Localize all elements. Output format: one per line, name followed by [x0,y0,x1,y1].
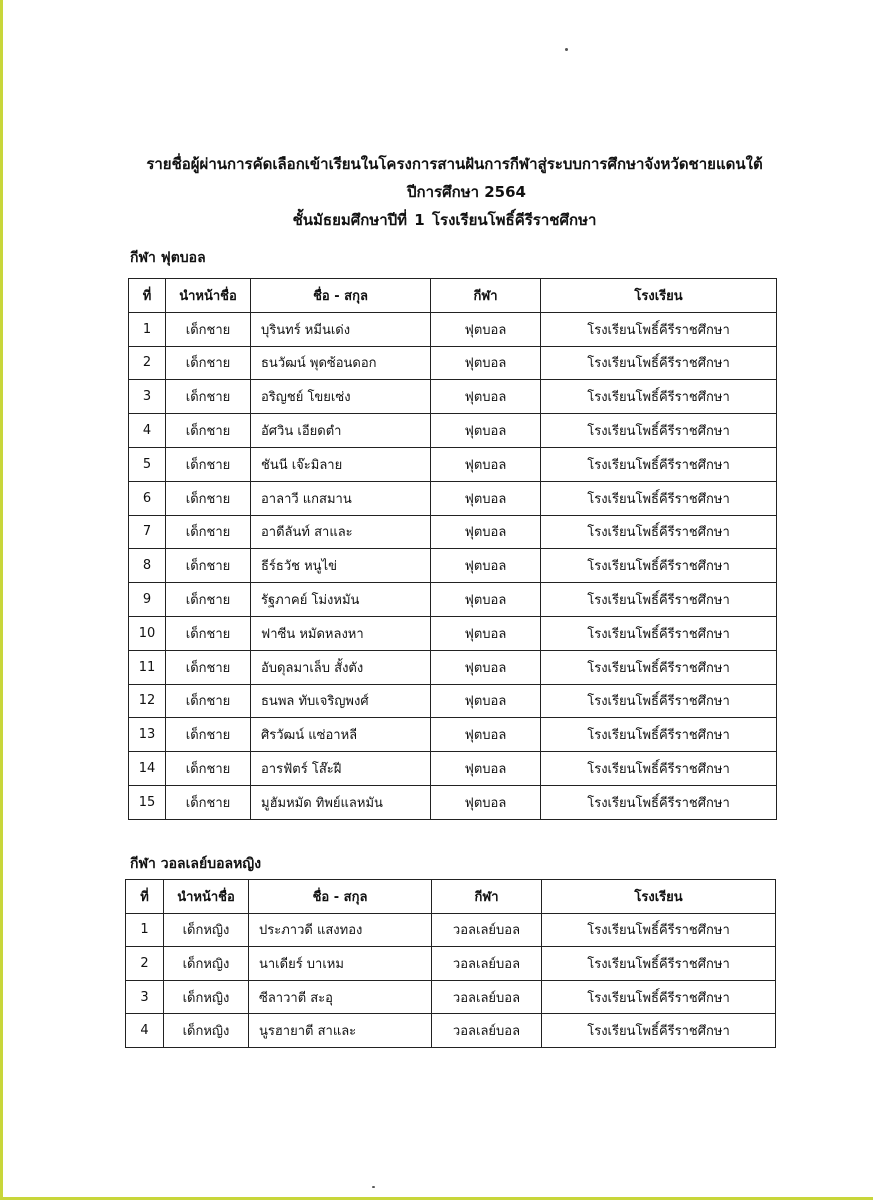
cell-prefix: เด็กชาย [166,515,251,549]
cell-school: โรงเรียนโพธิ์คีรีราชศึกษา [541,718,777,752]
scan-speck [372,1186,375,1188]
cell-name: ชันนี เจ๊ะมิลาย [251,447,431,481]
table-row [129,414,777,448]
cell-prefix: เด็กหญิง [164,913,249,947]
cell-school: โรงเรียนโพธิ์คีรีราชศึกษา [541,549,777,583]
table-row [129,718,777,752]
table-row [129,312,777,346]
col-header-prefix: นำหน้าชื่อ [164,880,249,914]
cell-prefix: เด็กชาย [166,650,251,684]
cell-prefix: เด็กหญิง [164,1014,249,1048]
table-row [129,650,777,684]
volleyball-table [125,879,776,1048]
table-row [126,1014,776,1048]
cell-sport: ฟุตบอล [431,549,541,583]
col-header-name: ชื่อ - สกุล [251,279,431,313]
title-line-2: ปีการศึกษา 2564 [407,183,526,201]
table-row [129,481,777,515]
cell-prefix: เด็กชาย [166,616,251,650]
cell-prefix: เด็กชาย [166,785,251,819]
col-header-name: ชื่อ - สกุล [249,880,432,914]
document-header [0,150,873,234]
cell-school: โรงเรียนโพธิ์คีรีราชศึกษา [541,616,777,650]
cell-no: 3 [129,380,166,414]
cell-prefix: เด็กชาย [166,549,251,583]
cell-school: โรงเรียนโพธิ์คีรีราชศึกษา [541,752,777,786]
cell-no: 7 [129,515,166,549]
cell-prefix: เด็กชาย [166,481,251,515]
section-label-volleyball: กีฬา วอลเลย์บอลหญิง [130,856,262,872]
col-header-sport: กีฬา [432,880,542,914]
cell-no: 1 [126,913,164,947]
cell-sport: วอลเลย์บอล [432,913,542,947]
cell-name: นูรฮายาตี สาและ [249,1014,432,1048]
col-header-school: โรงเรียน [542,880,776,914]
cell-school: โรงเรียนโพธิ์คีรีราชศึกษา [541,481,777,515]
cell-prefix: เด็กชาย [166,684,251,718]
cell-prefix: เด็กชาย [166,752,251,786]
cell-sport: ฟุตบอล [431,447,541,481]
cell-no: 8 [129,549,166,583]
cell-no: 13 [129,718,166,752]
cell-sport: ฟุตบอล [431,785,541,819]
table-row [129,380,777,414]
cell-no: 15 [129,785,166,819]
cell-prefix: เด็กชาย [166,447,251,481]
cell-name: นาเดียร์ บาเหม [249,947,432,981]
cell-name: ฟาซีน หมัดหลงหา [251,616,431,650]
cell-school: โรงเรียนโพธิ์คีรีราชศึกษา [541,515,777,549]
cell-sport: วอลเลย์บอล [432,1014,542,1048]
table-row [129,346,777,380]
cell-school: โรงเรียนโพธิ์คีรีราชศึกษา [541,583,777,617]
cell-name: ซีลาวาตี สะอุ [249,980,432,1014]
cell-sport: ฟุตบอล [431,346,541,380]
table-header-row [129,279,777,313]
cell-sport: ฟุตบอล [431,414,541,448]
cell-name: มูฮัมหมัด ทิพย์แลหมัน [251,785,431,819]
table-row [126,980,776,1014]
cell-sport: ฟุตบอล [431,650,541,684]
cell-no: 9 [129,583,166,617]
cell-school: โรงเรียนโพธิ์คีรีราชศึกษา [541,447,777,481]
cell-school: โรงเรียนโพธิ์คีรีราชศึกษา [542,980,776,1014]
cell-sport: ฟุตบอล [431,481,541,515]
cell-name: อาดีลันท์ สาและ [251,515,431,549]
table-row [129,616,777,650]
col-header-no: ที่ [129,279,166,313]
cell-name: อัศวิน เอียดตำ [251,414,431,448]
table-row [129,549,777,583]
cell-name: ธนพล ทับเจริญพงศ์ [251,684,431,718]
cell-name: รัฐภาคย์ โม่งหมัน [251,583,431,617]
col-header-no: ที่ [126,880,164,914]
cell-prefix: เด็กหญิง [164,947,249,981]
cell-sport: ฟุตบอล [431,380,541,414]
cell-name: อับดุลมาเล็บ สั้งตัง [251,650,431,684]
table-row [129,785,777,819]
cell-prefix: เด็กชาย [166,312,251,346]
cell-no: 5 [129,447,166,481]
cell-sport: ฟุตบอล [431,752,541,786]
cell-name: อารฟัตร์ โส๊ะฝี [251,752,431,786]
table-row [129,583,777,617]
cell-sport: วอลเลย์บอล [432,980,542,1014]
cell-school: โรงเรียนโพธิ์คีรีราชศึกษา [541,414,777,448]
cell-name: ธนวัฒน์ พุดซ้อนดอก [251,346,431,380]
cell-prefix: เด็กชาย [166,414,251,448]
cell-name: บุรินทร์ หมีนเด่ง [251,312,431,346]
table-row [129,447,777,481]
cell-sport: ฟุตบอล [431,718,541,752]
table-header-row [126,880,776,914]
cell-sport: ฟุตบอล [431,684,541,718]
cell-name: อาลาวี แกสมาน [251,481,431,515]
col-header-school: โรงเรียน [541,279,777,313]
col-header-sport: กีฬา [431,279,541,313]
cell-no: 12 [129,684,166,718]
cell-name: ศิรวัฒน์ แซ่อาหลี [251,718,431,752]
cell-no: 11 [129,650,166,684]
cell-prefix: เด็กชาย [166,380,251,414]
cell-no: 2 [129,346,166,380]
cell-school: โรงเรียนโพธิ์คีรีราชศึกษา [542,913,776,947]
cell-sport: ฟุตบอล [431,616,541,650]
cell-school: โรงเรียนโพธิ์คีรีราชศึกษา [542,1014,776,1048]
cell-sport: ฟุตบอล [431,312,541,346]
cell-no: 4 [129,414,166,448]
col-header-prefix: นำหน้าชื่อ [166,279,251,313]
cell-name: อริญชย์ โขยเซ่ง [251,380,431,414]
section-label-football: กีฬา ฟุตบอล [130,250,206,266]
cell-school: โรงเรียนโพธิ์คีรีราชศึกษา [541,684,777,718]
cell-no: 14 [129,752,166,786]
table-row [129,684,777,718]
title-line-3: ชั้นมัธยมศึกษาปีที่ 1 โรงเรียนโพธิ์คีรีราชศึกษา [292,211,597,229]
scan-speck [565,48,568,51]
cell-school: โรงเรียนโพธิ์คีรีราชศึกษา [541,346,777,380]
cell-name: ประภาวดี แสงทอง [249,913,432,947]
cell-school: โรงเรียนโพธิ์คีรีราชศึกษา [541,650,777,684]
cell-no: 1 [129,312,166,346]
cell-no: 10 [129,616,166,650]
table-row [129,515,777,549]
cell-prefix: เด็กหญิง [164,980,249,1014]
cell-sport: วอลเลย์บอล [432,947,542,981]
cell-sport: ฟุตบอล [431,583,541,617]
cell-school: โรงเรียนโพธิ์คีรีราชศึกษา [541,785,777,819]
cell-school: โรงเรียนโพธิ์คีรีราชศึกษา [541,312,777,346]
cell-prefix: เด็กชาย [166,346,251,380]
cell-no: 4 [126,1014,164,1048]
title-line-1: รายชื่อผู้ผ่านการคัดเลือกเข้าเรียนในโครงการสานฝันการกีฬาสู่ระบบการศึกษาจังหวัดชายแดนใต้ [146,155,763,173]
cell-school: โรงเรียนโพธิ์คีรีราชศึกษา [541,380,777,414]
cell-no: 3 [126,980,164,1014]
table-row [126,947,776,981]
cell-no: 2 [126,947,164,981]
cell-no: 6 [129,481,166,515]
cell-sport: ฟุตบอล [431,515,541,549]
table-row [129,752,777,786]
table-row [126,913,776,947]
cell-school: โรงเรียนโพธิ์คีรีราชศึกษา [542,947,776,981]
cell-name: ธีร์ธวัช หนูไข่ [251,549,431,583]
football-table [128,278,777,820]
cell-prefix: เด็กชาย [166,718,251,752]
cell-prefix: เด็กชาย [166,583,251,617]
